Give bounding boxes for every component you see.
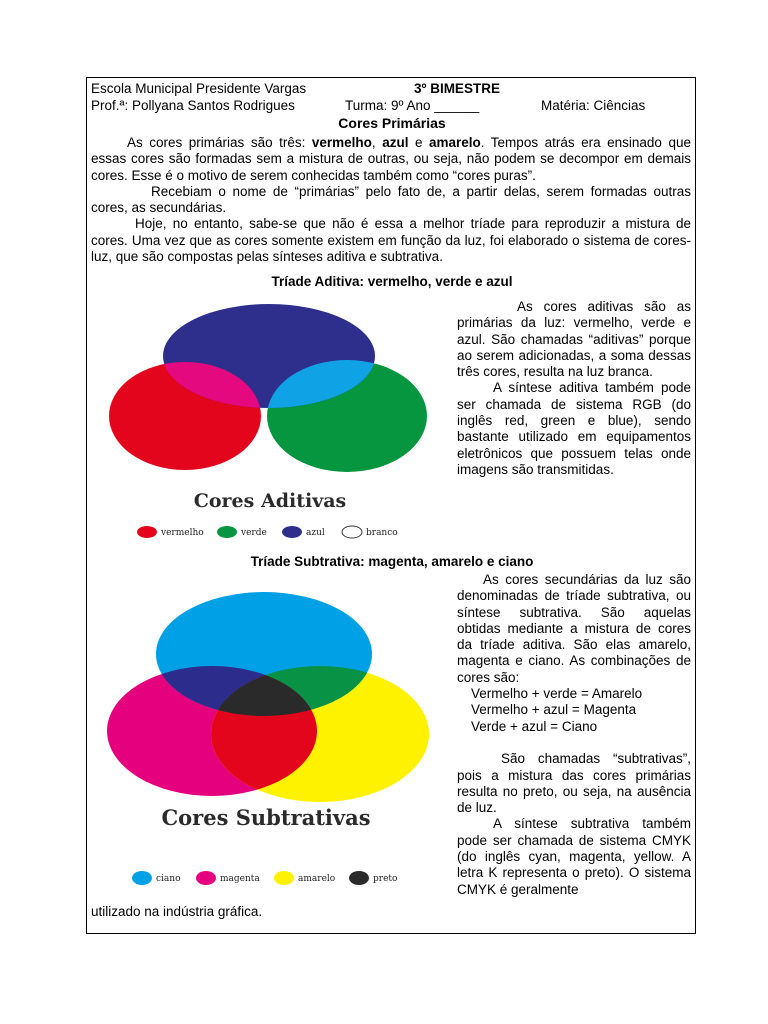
legend-swatch-vermelho [137,526,157,538]
subtractive-paragraph-2: São chamadas “subtrativas”, pois a mistura das cores primárias resulta no preto, ou seja, na ausência de luz. [457,751,691,816]
legend-swatch-verde [217,526,237,538]
legend-label-azul: azul [306,528,325,538]
legend-swatch-ciano [132,871,152,885]
additive-diagram-title: Cores Aditivas [193,490,347,512]
legend-label-vermelho: vermelho [161,528,204,538]
subtractive-text [457,572,691,898]
subtractive-diagram [87,584,447,894]
class-field: Turma: 9º Ano ______ [345,98,480,113]
legend-swatch-branco [342,526,362,538]
teacher-name: Prof.ª: Pollyana Santos Rodrigues [91,98,295,113]
intro-paragraph-2: Recebiam o nome de “primárias” pelo fato de, a partir delas, serem formadas outras cores, as secundárias. [91,183,691,216]
legend-swatch-magenta [196,871,216,885]
intro-paragraph-1 [91,135,691,184]
intro-p1-comma: , [371,135,383,150]
legend-swatch-preto [349,871,369,885]
word-azul: azul [382,135,409,150]
intro-p1-start: As cores primárias são três: [127,135,312,150]
intro-paragraph-3: Hoje, no entanto, sabe-se que não é essa a melhor tríade para reproduzir a mistura de cores. Uma vez que as cores somente existem em função da luz, foi elaborado o sistema de cores-luz, que são compostas pelas sínteses aditiva e subtrativa. [91,216,691,265]
subtractive-paragraph-3: A síntese subtrativa também pode ser chamada de sistema CMYK (do inglês cyan, magenta, yellow. A letra K representa o preto). O sistema CMYK é geralmente [457,816,691,897]
legend-label-branco: branco [366,528,398,538]
page-title: Cores Primárias [338,115,446,131]
equation-ciano: Verde + azul = Ciano [471,718,598,734]
spacer [457,735,691,751]
additive-legend [137,526,398,538]
equation-amarelo: Vermelho + verde = Amarelo [471,686,643,702]
legend-swatch-azul [282,526,302,538]
subtractive-paragraph-3-tail: utilizado na indústria gráfica. [91,904,263,919]
subject-label: Matéria: Ciências [541,98,646,113]
legend-label-amarelo: amarelo [298,874,336,884]
legend-label-verde: verde [241,528,267,538]
legend-swatch-amarelo [274,871,294,885]
additive-paragraph-1: As cores aditivas são as primárias da luz: vermelho, verde e azul. São chamadas “aditivas” porque ao serem adicionadas, a soma dessas três cores, resulta na luz branca. [457,299,691,380]
additive-heading: Tríade Aditiva: vermelho, verde e azul [271,274,513,289]
worksheet-page [86,77,696,934]
legend-label-magenta: magenta [220,874,260,884]
subtractive-diagram-title: Cores Subtrativas [161,805,371,830]
legend-label-ciano: ciano [156,874,181,884]
intro-p1-end: . Tempos atrás era ensinado que essas cores são formadas sem a mistura de outras, ou seja, não podem se decompor em demais cores. Esse é o motivo de serem conhecidas também como “cores puras”. [91,135,691,183]
school-name: Escola Municipal Presidente Vargas [91,81,307,96]
intro-p1-and: e [408,135,429,150]
equation-magenta: Vermelho + azul = Magenta [471,702,637,718]
subtractive-legend [132,871,397,885]
bimester-label: 3º BIMESTRE [414,81,500,96]
subtractive-paragraph-1: As cores secundárias da luz são denominadas de tríade subtrativa, ou síntese subtrativa. São aquelas obtidas mediante a mistura de cores da tríade aditiva. São elas amarelo, magenta e ciano. As combinações de cores são: [457,572,691,685]
additive-diagram [87,296,447,541]
additive-paragraph-2: A síntese aditiva também pode ser chamada de sistema RGB (do inglês red, green e blue), sendo bastante utilizado em equipamentos eletrônicos que possuem telas onde imagens são transmitidas. [457,380,691,477]
word-amarelo: amarelo [429,135,481,150]
word-vermelho: vermelho [311,135,372,150]
additive-text [457,299,691,478]
subtractive-heading: Tríade Subtrativa: magenta, amarelo e ciano [250,554,534,569]
legend-label-preto: preto [373,874,398,884]
intro-text [91,135,691,265]
